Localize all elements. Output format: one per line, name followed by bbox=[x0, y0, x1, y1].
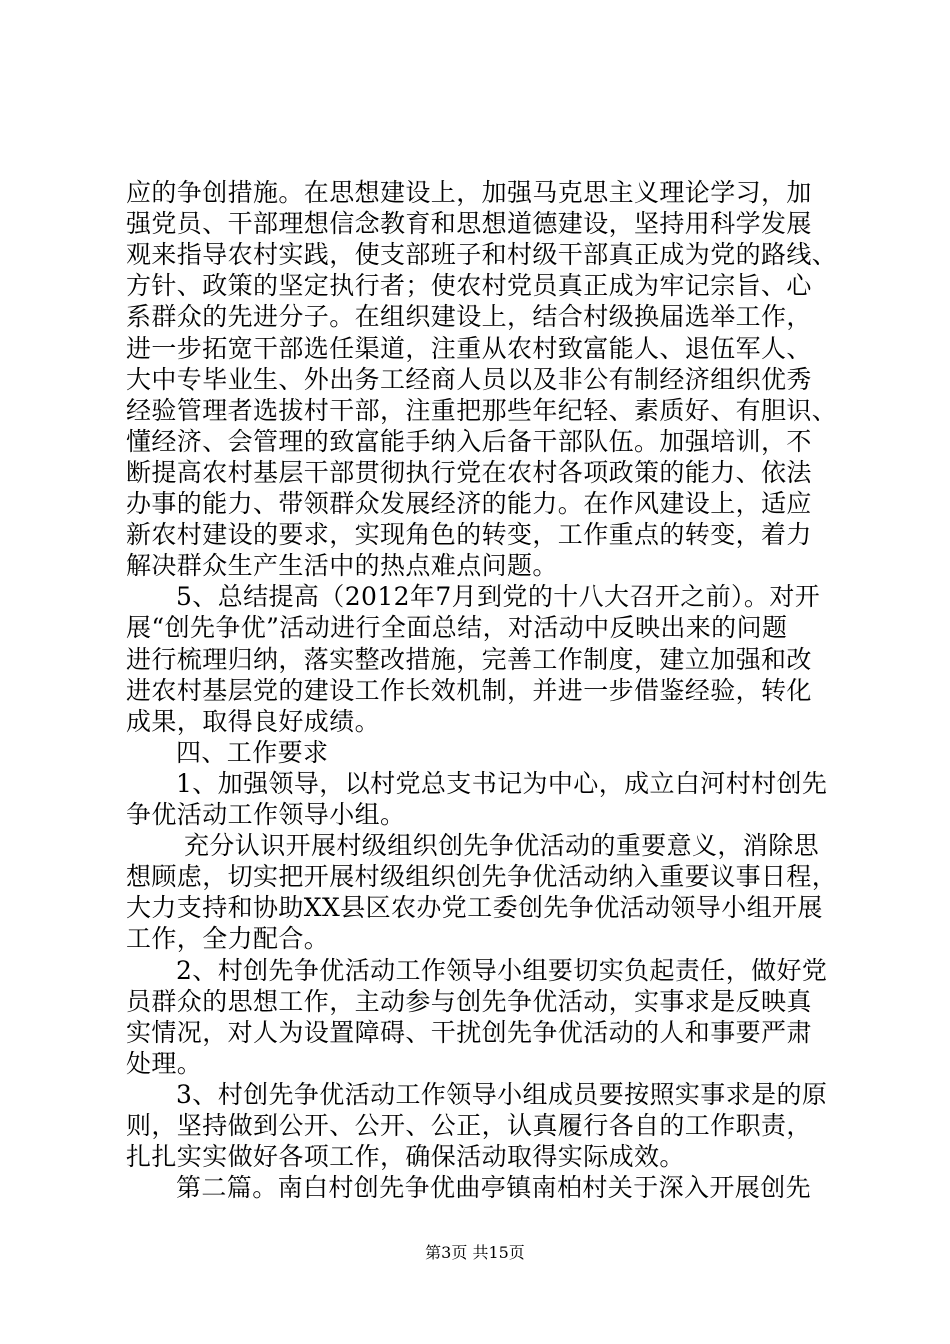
text-line: 工作，全力配合。 bbox=[126, 924, 330, 953]
text-line: 扎扎实实做好各项工作，确保活动取得实际成效。 bbox=[126, 1142, 685, 1171]
text-line: 懂经济、会管理的致富能手纳入后备干部队伍。加强培训，不 bbox=[126, 427, 812, 456]
text-line: 强党员、干部理想信念教育和思想道德建设，坚持用科学发展 bbox=[126, 209, 812, 238]
text-line: 进一步拓宽干部选任渠道，注重从农村致富能人、退伍军人、 bbox=[126, 334, 812, 363]
text-line: 应的争创措施。在思想建设上，加强马克思主义理论学习，加 bbox=[126, 178, 812, 207]
text-line: 5、总结提高（2012年7月到党的十八大召开之前）。对开 bbox=[176, 582, 821, 611]
text-line: 处理。 bbox=[126, 1049, 203, 1078]
text-line: 观来指导农村实践，使支部班子和村级干部真正成为党的路线、 bbox=[126, 240, 838, 269]
section-heading: 四、工作要求 bbox=[176, 738, 329, 767]
text-line: 解决群众生产生活中的热点难点问题。 bbox=[126, 551, 558, 580]
text-line: 则，坚持做到公开、公开、公正，认真履行各自的工作职责， bbox=[126, 1111, 812, 1140]
text-line: 大力支持和协助XX县区农办党工委创先争优活动领导小组开展 bbox=[126, 893, 823, 922]
text-line: 1、加强领导，以村党总支书记为中心，成立白河村村创先 bbox=[176, 769, 828, 798]
text-line: 系群众的先进分子。在组织建设上，结合村级换届选举工作， bbox=[126, 302, 812, 331]
text-line: 进农村基层党的建设工作长效机制，并进一步借鉴经验，转化 bbox=[126, 676, 812, 705]
text-line: 办事的能力、带领群众发展经济的能力。在作风建设上，适应 bbox=[126, 489, 812, 518]
text-line: 3、村创先争优活动工作领导小组成员要按照实事求是的原 bbox=[176, 1080, 828, 1109]
text-line: 实情况，对人为设置障碍、干扰创先争优活动的人和事要严肃 bbox=[126, 1018, 812, 1047]
text-line: 进行梳理归纳，落实整改措施，完善工作制度，建立加强和改 bbox=[126, 645, 812, 674]
text-line: 成果，取得良好成绩。 bbox=[126, 707, 381, 736]
text-line: 充分认识开展村级组织创先争优活动的重要意义，消除思 bbox=[184, 831, 820, 860]
text-line: 第二篇。南白村创先争优曲亭镇南柏村关于深入开展创先 bbox=[176, 1173, 812, 1202]
text-line: 方针、政策的坚定执行者；使农村党员真正成为牢记宗旨、心 bbox=[126, 271, 812, 300]
text-line: 大中专毕业生、外出务工经商人员以及非公有制经济组织优秀 bbox=[126, 365, 812, 394]
text-line: 断提高农村基层干部贯彻执行党在农村各项政策的能力、依法 bbox=[126, 458, 812, 487]
text-line: 争优活动工作领导小组。 bbox=[126, 800, 406, 829]
text-line: 想顾虑，切实把开展村级组织创先争优活动纳入重要议事日程， bbox=[126, 862, 838, 891]
page-footer: 第3页 共15页 bbox=[425, 1243, 525, 1262]
text-line: 新农村建设的要求，实现角色的转变，工作重点的转变，着力 bbox=[126, 520, 812, 549]
text-line: 2、村创先争优活动工作领导小组要切实负起责任，做好党 bbox=[176, 956, 828, 985]
text-line: 经验管理者选拔村干部，注重把那些年纪轻、素质好、有胆识、 bbox=[126, 396, 838, 425]
text-line: 展“创先争优”活动进行全面总结，对活动中反映出来的问题 bbox=[126, 613, 788, 642]
text-line: 员群众的思想工作，主动参与创先争优活动，实事求是反映真 bbox=[126, 987, 812, 1016]
